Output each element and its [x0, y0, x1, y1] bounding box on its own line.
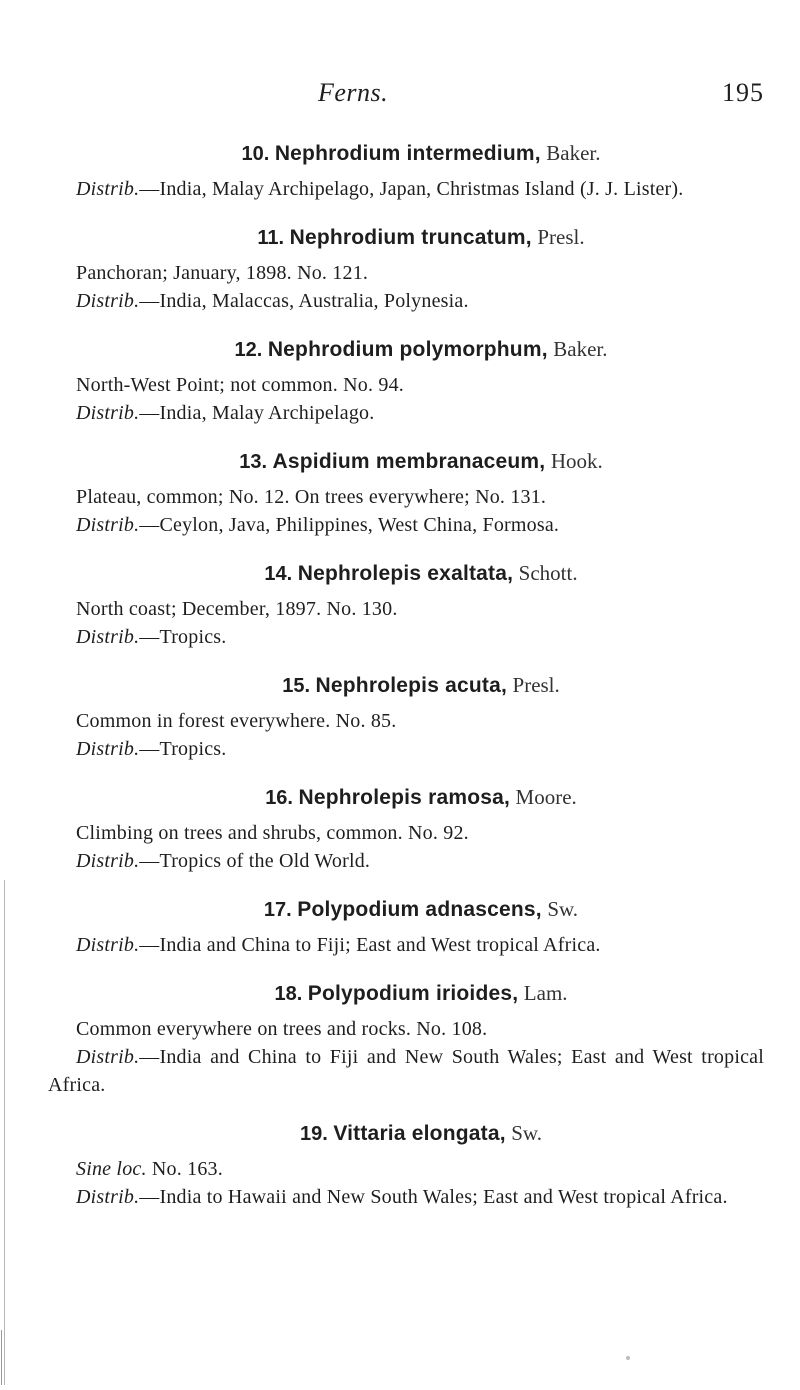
distrib-label: Distrib. — [76, 850, 140, 872]
species-author: Hook. — [550, 449, 603, 473]
distribution-line — [48, 931, 764, 959]
species-name: Nephrolepis exaltata, — [297, 562, 514, 585]
entry-number: 19. — [300, 1123, 328, 1145]
species-name: Vittaria elongata, — [333, 1122, 506, 1145]
distribution-line — [48, 287, 764, 315]
entry-number: 16. — [265, 787, 293, 809]
species-author: Lam. — [523, 981, 568, 1005]
distribution-line — [48, 1043, 764, 1099]
species-author: Schott. — [518, 561, 578, 585]
species-author: Sw. — [547, 897, 579, 921]
gutter-shadow-lower — [1, 1330, 2, 1385]
distrib-text: —India, Malay Archipelago, Japan, Christmas Island (J. J. Lister). — [139, 178, 684, 200]
species-name: Nephrodium intermedium, — [274, 142, 541, 165]
species-heading — [48, 978, 764, 1009]
species-heading — [48, 782, 764, 813]
locality-line: Climbing on trees and shrubs, common. No. 92. — [76, 822, 469, 844]
sine-loc-label: Sine loc. — [76, 1158, 147, 1180]
distrib-label: Distrib. — [76, 178, 140, 200]
species-name: Nephrodium polymorphum, — [267, 338, 548, 361]
species-author: Presl. — [537, 225, 585, 249]
species-entry — [48, 894, 764, 959]
distribution-line — [48, 623, 764, 651]
paper-speck — [626, 1356, 630, 1360]
species-entry — [48, 222, 764, 315]
species-name: Polypodium adnascens, — [297, 898, 542, 921]
locality-line: Common everywhere on trees and rocks. No. 108. — [76, 1018, 488, 1040]
species-heading — [48, 334, 764, 365]
species-entry — [48, 670, 764, 763]
species-entry — [48, 446, 764, 539]
distrib-label: Distrib. — [76, 934, 140, 956]
distribution-line — [48, 399, 764, 427]
distrib-text: —India and China to Fiji; East and West tropical Africa. — [139, 934, 601, 956]
entry-number: 18. — [274, 983, 303, 1005]
page-header — [0, 78, 800, 114]
entry-number: 15. — [282, 675, 311, 697]
distrib-text: —Tropics. — [139, 626, 227, 648]
species-entry — [48, 978, 764, 1099]
locality-line: Common in forest everywhere. No. 85. — [76, 710, 397, 732]
species-name: Nephrolepis acuta, — [315, 674, 508, 697]
distrib-label: Distrib. — [76, 738, 140, 760]
distrib-label: Distrib. — [76, 1046, 140, 1068]
distrib-text: —India, Malay Archipelago. — [139, 402, 375, 424]
species-heading — [48, 670, 764, 701]
species-entry — [48, 138, 764, 203]
distrib-text: —Tropics. — [139, 738, 227, 760]
locality-line: North coast; December, 1897. No. 130. — [76, 598, 398, 620]
distribution-line — [48, 1183, 764, 1211]
distrib-label: Distrib. — [76, 402, 140, 424]
gutter-shadow — [4, 880, 5, 1385]
entry-number: 14. — [264, 563, 293, 585]
species-entry — [48, 1118, 764, 1211]
distribution-line — [48, 847, 764, 875]
distrib-text: —India to Hawaii and New South Wales; East and West tropical Africa. — [139, 1186, 728, 1208]
entry-number: 17. — [263, 899, 292, 921]
distribution-line — [48, 511, 764, 539]
species-name: Nephrolepis ramosa, — [298, 786, 511, 809]
species-heading — [48, 894, 764, 925]
distrib-text: —Tropics of the Old World. — [139, 850, 371, 872]
distribution-line — [48, 735, 764, 763]
species-name: Nephrodium truncatum, — [289, 226, 532, 249]
distrib-label: Distrib. — [76, 290, 140, 312]
running-title: Ferns. — [318, 78, 389, 107]
species-heading — [48, 138, 764, 169]
distrib-text: —India, Malaccas, Australia, Polynesia. — [139, 290, 469, 312]
locality-line: Panchoran; January, 1898. No. 121. — [76, 262, 369, 284]
distrib-text: —India and China to Fiji and New South Wales; East and West tropical Africa. — [48, 1046, 764, 1096]
distrib-label: Distrib. — [76, 514, 140, 536]
species-author: Presl. — [512, 673, 560, 697]
species-entry — [48, 782, 764, 875]
species-heading — [48, 222, 764, 253]
species-heading — [48, 558, 764, 589]
species-name: Aspidium membranaceum, — [272, 450, 546, 473]
distribution-line — [48, 175, 764, 203]
species-author: Moore. — [515, 785, 577, 809]
species-author: Baker. — [553, 337, 608, 361]
locality-line — [48, 1155, 764, 1183]
distrib-label: Distrib. — [76, 626, 140, 648]
species-name: Polypodium irioides, — [307, 982, 519, 1005]
page-number: 195 — [722, 78, 764, 107]
entry-number: 13. — [239, 451, 268, 473]
species-author: Baker. — [546, 141, 601, 165]
entry-number: 12. — [234, 339, 263, 361]
entry-number: 10. — [241, 143, 270, 165]
entry-number: 11. — [257, 227, 285, 249]
distrib-text: —Ceylon, Java, Philippines, West China, Formosa. — [139, 514, 560, 536]
species-author: Sw. — [511, 1121, 542, 1145]
distrib-label: Distrib. — [76, 1186, 140, 1208]
species-entry — [48, 334, 764, 427]
locality-line: North-West Point; not common. No. 94. — [76, 374, 404, 396]
species-heading — [48, 1118, 764, 1149]
locality-text: No. 163. — [146, 1158, 223, 1180]
locality-line: Plateau, common; No. 12. On trees everywhere; No. 131. — [76, 486, 547, 508]
species-list — [48, 138, 764, 1230]
species-heading — [48, 446, 764, 477]
species-entry — [48, 558, 764, 651]
